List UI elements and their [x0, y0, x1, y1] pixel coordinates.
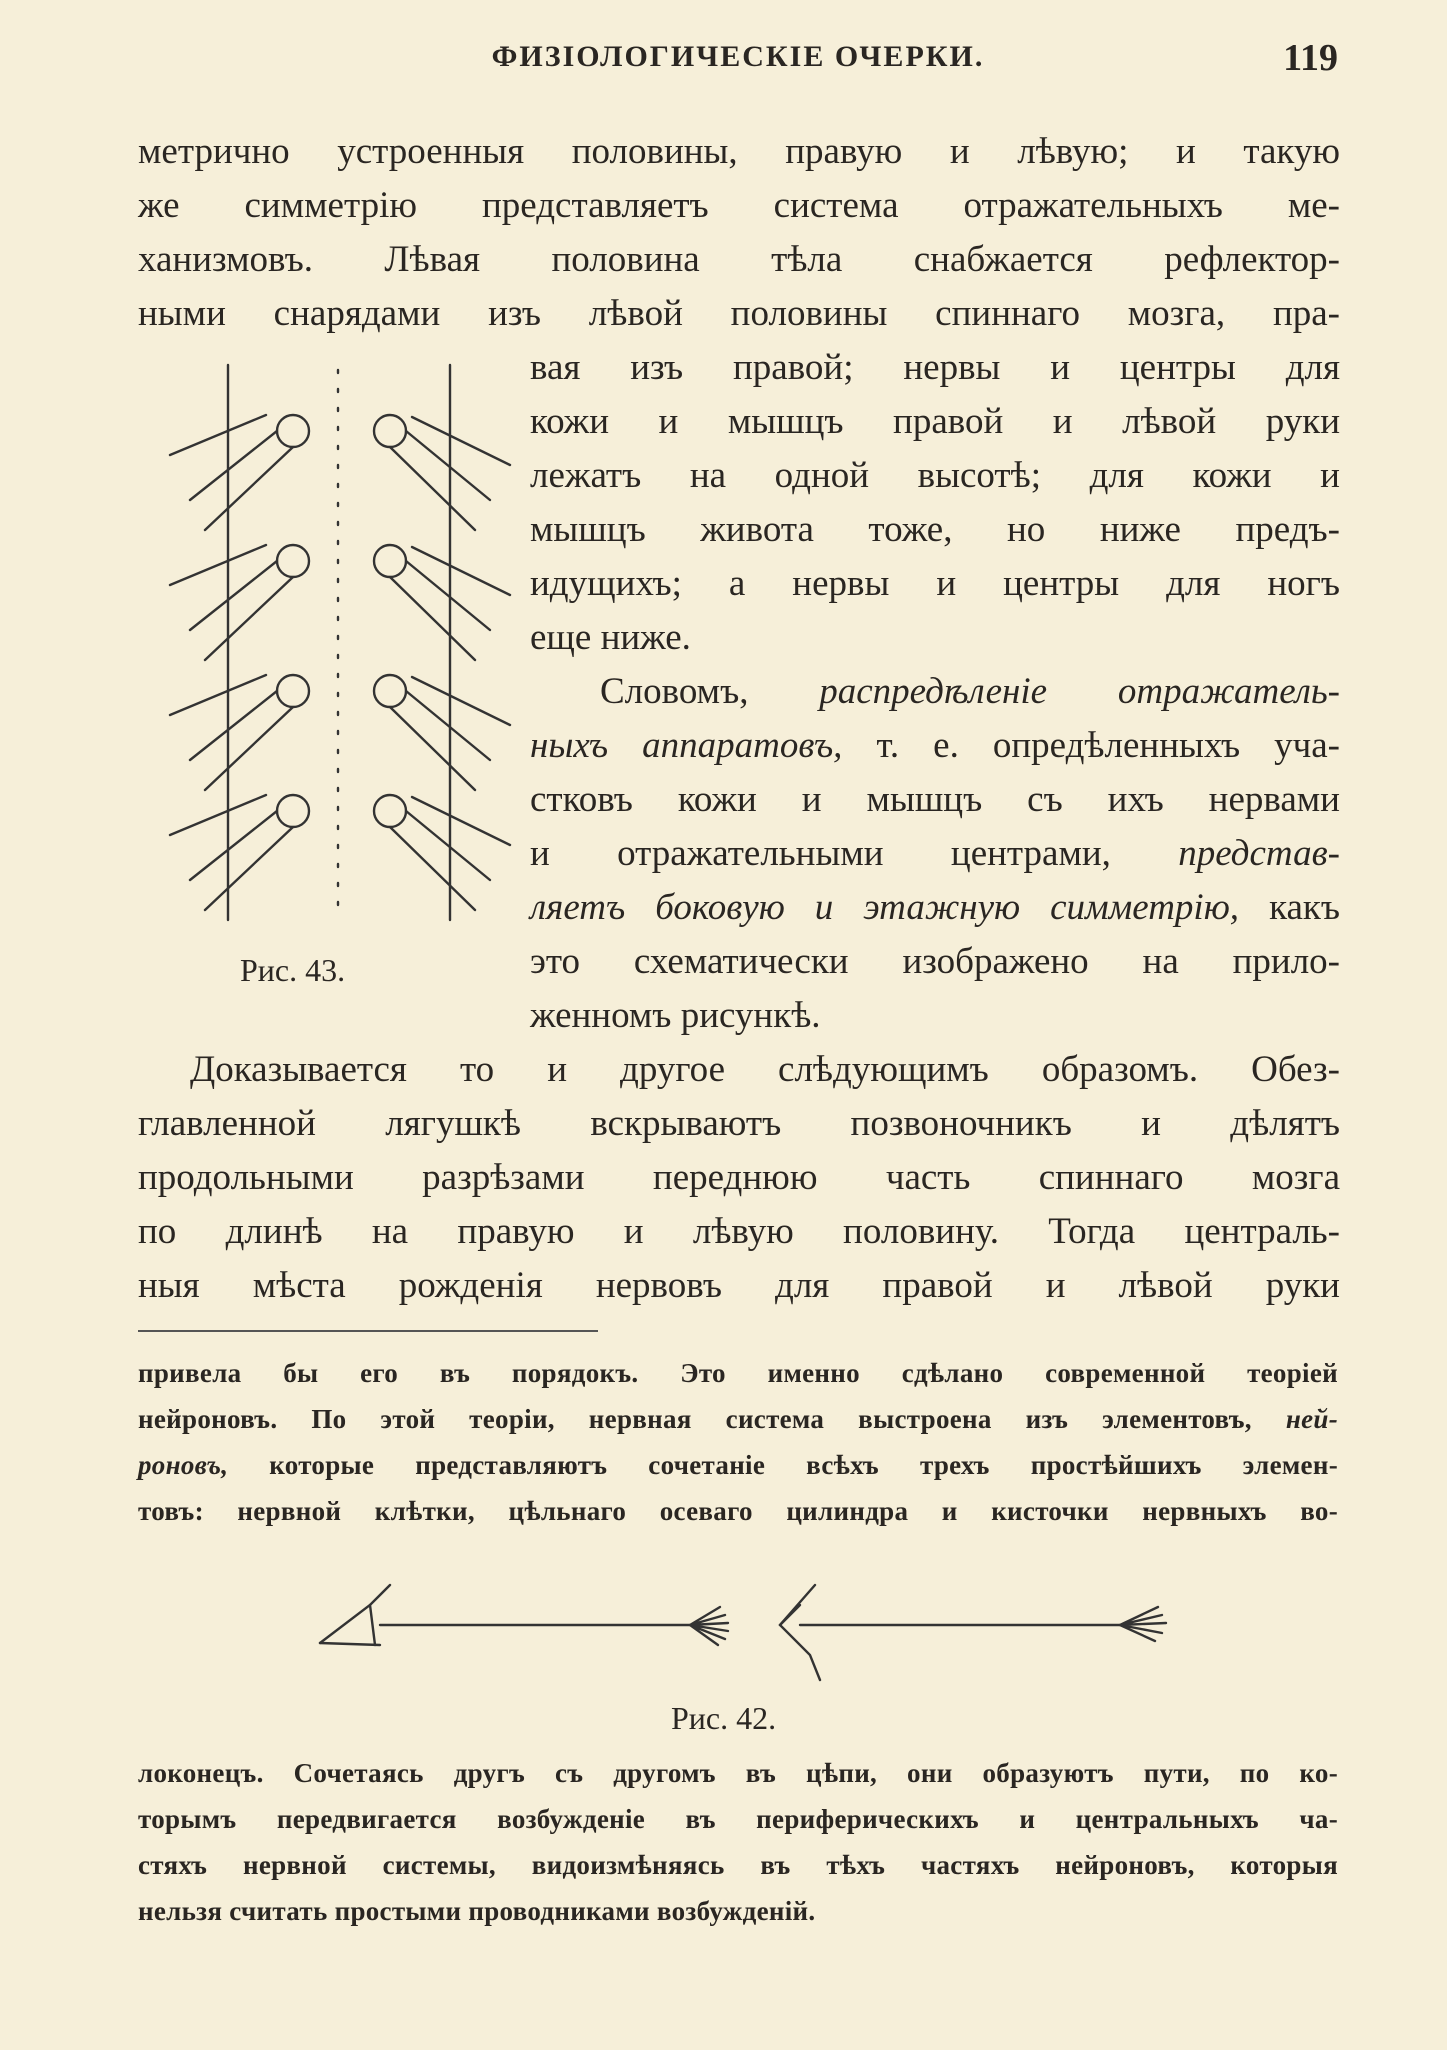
spinal-cord-outline — [228, 365, 450, 920]
figure-42-caption: Рис. 42. — [670, 1700, 777, 1736]
body-line: кожи и мышцъ правой и лѣвой руки — [530, 401, 1340, 442]
footnote-line: стяхъ нервной системы, видоизмѣняясь въ тѣхъ частяхъ нейроновъ, которыя — [138, 1850, 1338, 1880]
body-text: какъ — [1269, 887, 1341, 928]
italic-text: распредѣленіе — [819, 671, 1048, 712]
body-line — [530, 882, 1340, 934]
body-line: ханизмовъ. Лѣвая половина тѣла снабжается рефлектор- — [138, 239, 1340, 280]
running-head — [138, 37, 1338, 90]
body-line: ными снарядами изъ лѣвой половины спиннаго мозга, пра- — [138, 293, 1340, 334]
right-reflex-arcs — [374, 415, 510, 910]
footnote-line: нельзя считать простыми проводниками возбужденій. — [138, 1896, 816, 1926]
italic-text: ней- — [1285, 1404, 1338, 1434]
body-line — [530, 828, 1340, 880]
body-text: т. е. опредѣленныхъ уча- — [876, 725, 1340, 766]
footnote-line — [138, 1442, 1338, 1488]
body-line: лежатъ на одной высотѣ; для кожи и — [530, 455, 1340, 496]
body-line: женномъ рисункѣ. — [530, 995, 821, 1036]
neuron-chain-figure — [300, 1545, 1180, 1685]
footnote-line: торымъ передвигается возбужденіе въ периферическихъ и центральныхъ ча- — [138, 1804, 1338, 1834]
body-line: стковъ кожи и мышцъ съ ихъ нервами — [530, 779, 1340, 820]
body-line: это схематически изображено на прило- — [530, 941, 1340, 982]
left-reflex-arcs — [170, 415, 309, 910]
body-line: еще ниже. — [530, 617, 691, 658]
body-line: ныя мѣста рожденія нервовъ для правой и лѣвой руки — [138, 1265, 1340, 1306]
italic-text: роновъ, — [138, 1450, 229, 1480]
body-line: метрично устроенныя половины, правую и лѣвую; и такую — [138, 131, 1340, 172]
body-line: главленной лягушкѣ вскрываютъ позвоночникъ и дѣлятъ — [138, 1103, 1340, 1144]
body-line — [600, 666, 1340, 718]
neuron-1 — [320, 1585, 728, 1645]
spinal-reflex-figure — [150, 355, 515, 930]
footnote-line: товъ: нервной клѣтки, цѣльнаго осеваго цилиндра и кисточки нервныхъ во- — [138, 1496, 1338, 1526]
body-line: продольными разрѣзами переднюю часть спиннаго мозга — [138, 1157, 1340, 1198]
footnote-rule — [138, 1330, 598, 1332]
body-text: и отражательными центрами, — [530, 833, 1111, 874]
running-title: ФИЗІОЛОГИЧЕСКІЕ ОЧЕРКИ. — [491, 40, 985, 73]
figure-43-caption: Рис. 43. — [240, 952, 346, 988]
italic-text: ляетъ боковую и этажную симметрію, — [530, 887, 1240, 928]
body-line: мышцъ живота тоже, но ниже предъ- — [530, 509, 1340, 550]
italic-text: отражатель- — [1117, 671, 1341, 712]
footnote-text: нейроновъ. По этой теоріи, нервная система выстроена изъ элементовъ, — [138, 1404, 1252, 1434]
body-line: идущихъ; а нервы и центры для ногъ — [530, 563, 1340, 604]
body-line: вая изъ правой; нервы и центры для — [530, 347, 1340, 388]
page-number: 119 — [1283, 37, 1338, 79]
neuron-2 — [780, 1585, 1166, 1680]
body-line — [530, 720, 1340, 772]
footnote-text: которые представляютъ сочетаніе всѣхъ трехъ простѣйшихъ элемен- — [269, 1450, 1338, 1480]
body-line: Доказывается то и другое слѣдующимъ образомъ. Обез- — [190, 1049, 1340, 1090]
footnote-line — [138, 1396, 1338, 1442]
italic-text: ныхъ аппаратовъ, — [530, 725, 843, 766]
body-text: Словомъ, — [600, 671, 749, 712]
footnote-line: привела бы его въ порядокъ. Это именно сдѣлано современной теоріей — [138, 1358, 1338, 1388]
body-line: же симметрію представляетъ система отражательныхъ ме- — [138, 185, 1340, 226]
footnote-line: локонецъ. Сочетаясь другъ съ другомъ въ цѣпи, они образуютъ пути, по ко- — [138, 1758, 1338, 1788]
body-line: по длинѣ на правую и лѣвую половину. Тогда централь- — [138, 1211, 1340, 1252]
italic-text: представ- — [1178, 833, 1340, 874]
